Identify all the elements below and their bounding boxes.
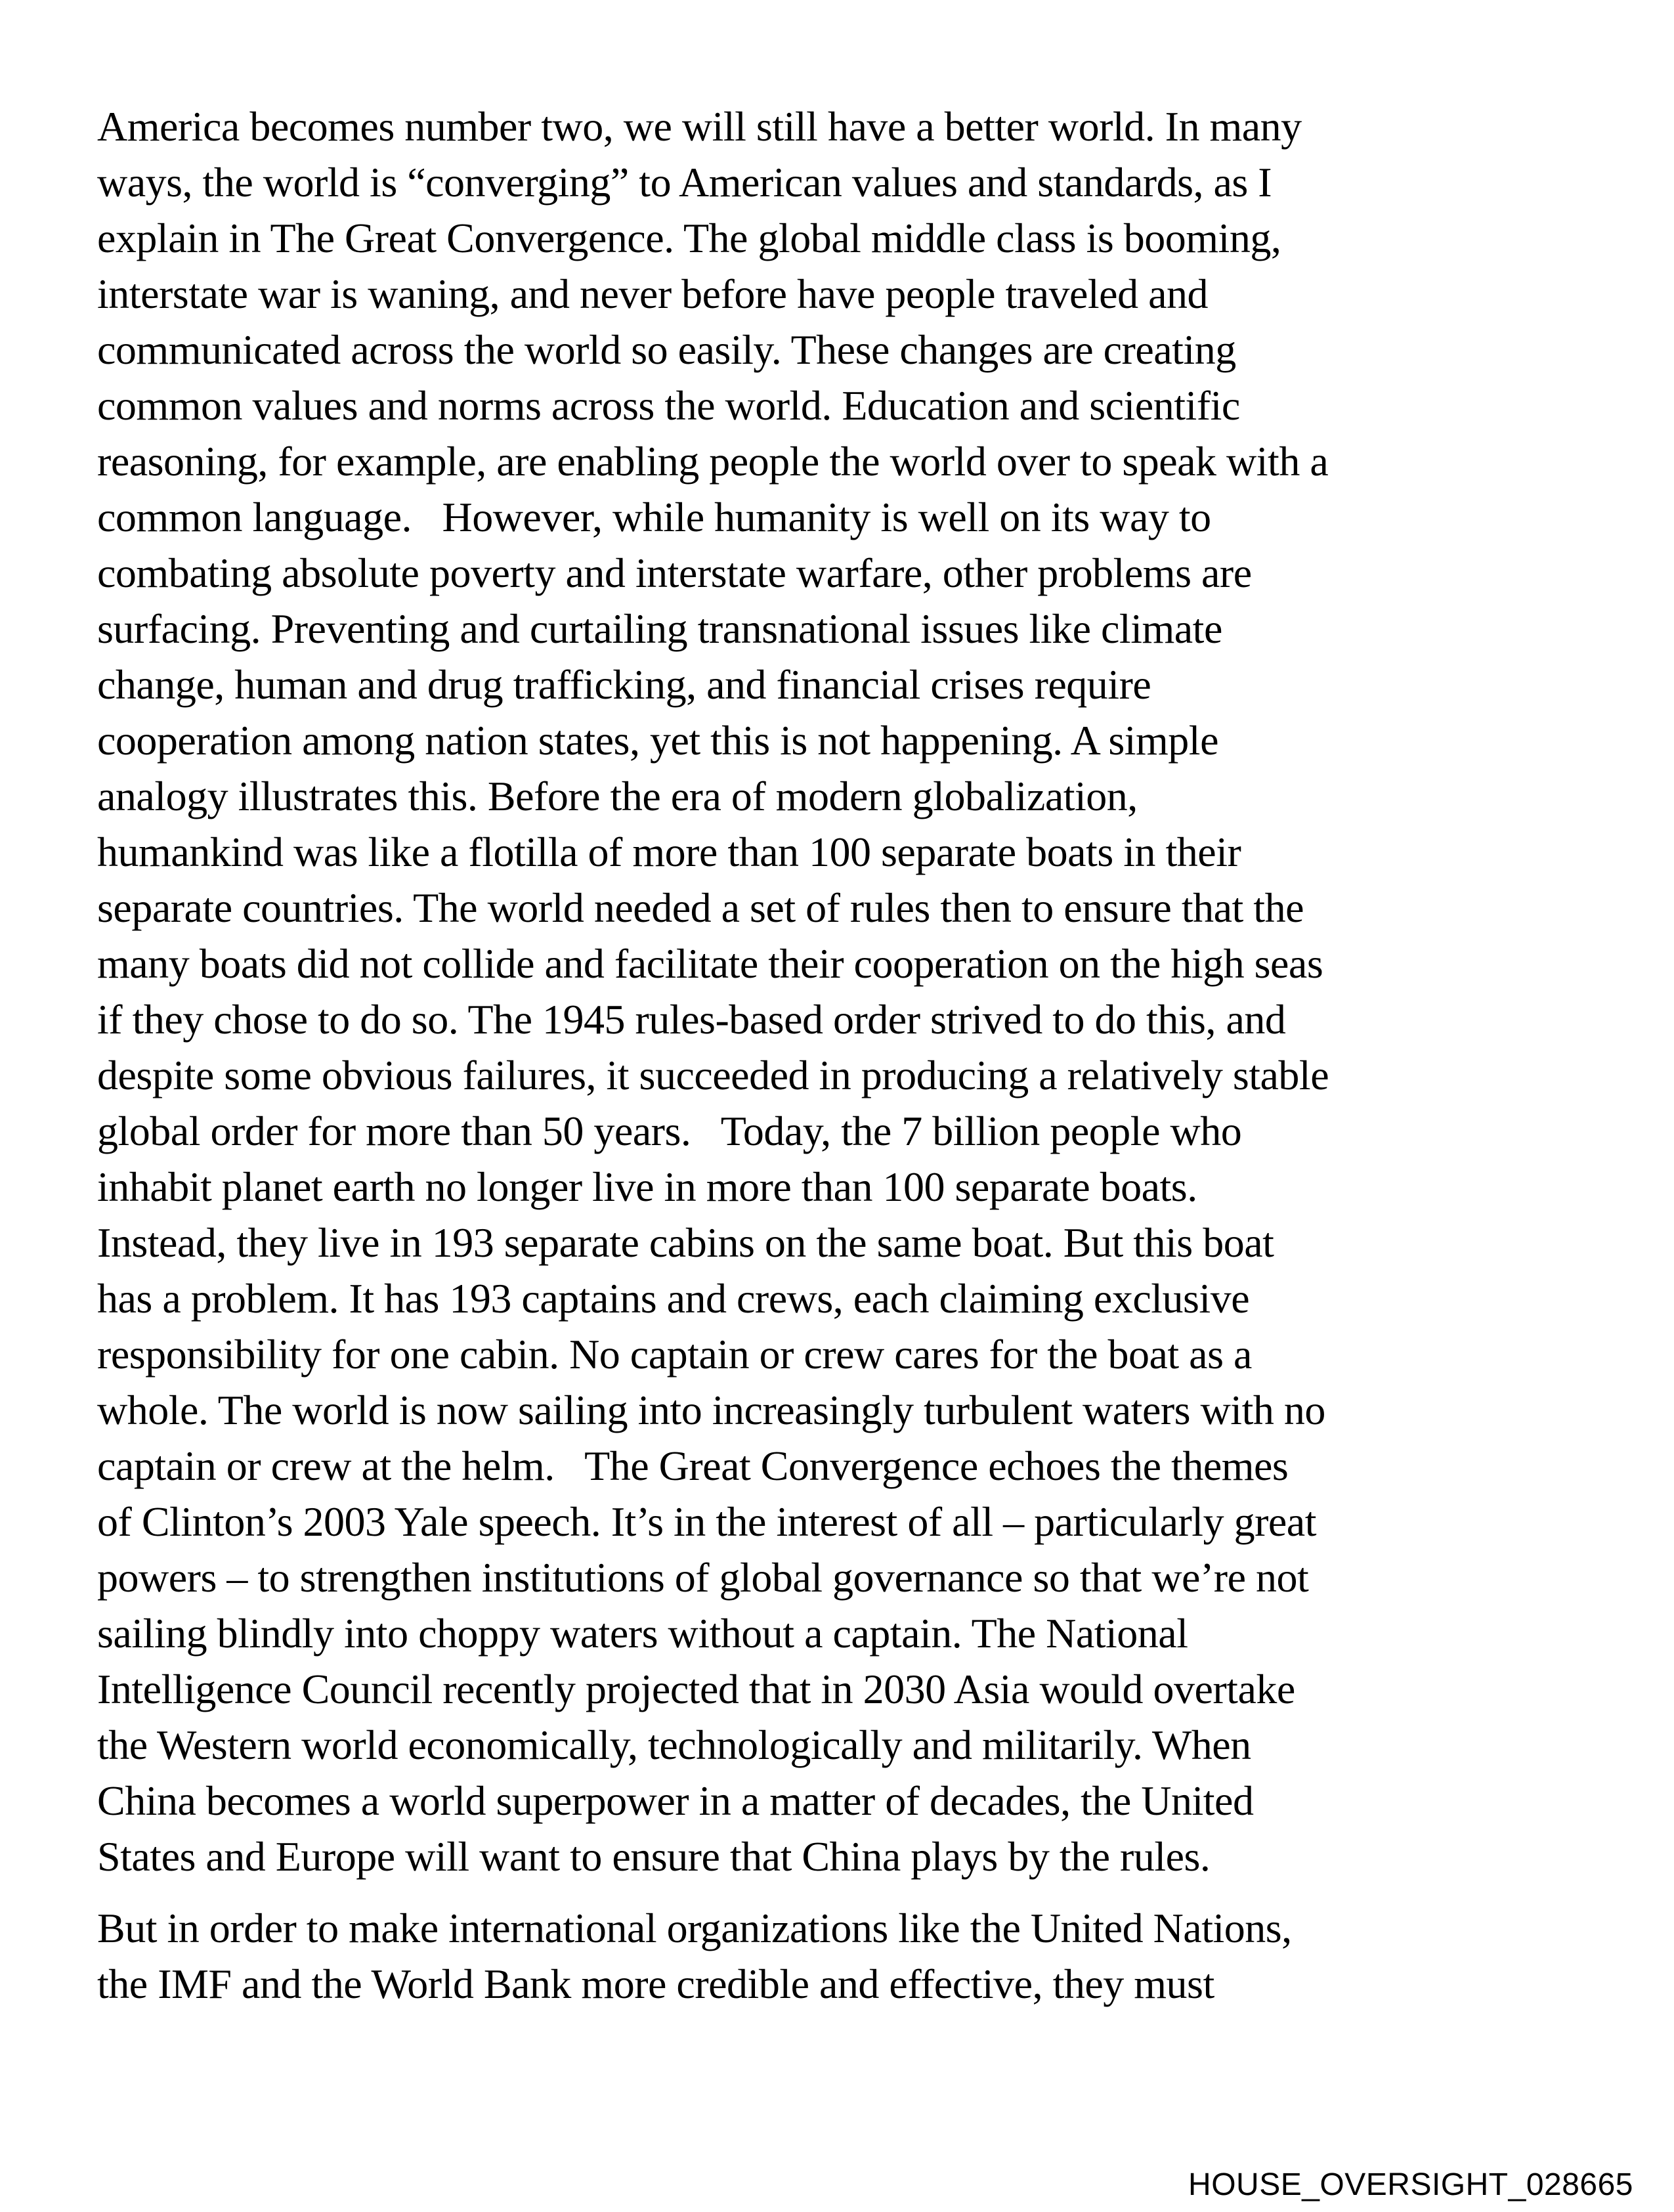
text-line: humankind was like a flotilla of more than 100 separate boats in their (97, 829, 1241, 875)
bates-number: HOUSE_OVERSIGHT_028665 (1188, 2167, 1633, 2202)
text-line: communicated across the world so easily. These changes are creating (97, 326, 1236, 373)
text-line: surfacing. Preventing and curtailing transnational issues like climate (97, 605, 1222, 652)
text-line: whole. The world is now sailing into increasingly turbulent waters with no (97, 1387, 1325, 1433)
text-line: of Clinton’s 2003 Yale speech. It’s in the interest of all – particularly great (97, 1498, 1316, 1545)
text-line: captain or crew at the helm. The Great Convergence echoes the themes (97, 1442, 1289, 1489)
text-line: interstate war is waning, and never before have people traveled and (97, 271, 1208, 317)
text-line: sailing blindly into choppy waters without a captain. The National (97, 1610, 1188, 1657)
body-text (97, 98, 1674, 2012)
text-line: powers – to strengthen institutions of global governance so that we’re not (97, 1554, 1309, 1601)
text-line: the Western world economically, technologically and militarily. When (97, 1722, 1251, 1768)
paragraph-2 (97, 1900, 1674, 2012)
text-line: the IMF and the World Bank more credible and effective, they must (97, 1961, 1214, 2007)
text-line: cooperation among nation states, yet this is not happening. A simple (97, 717, 1218, 764)
text-line: explain in The Great Convergence. The global middle class is booming, (97, 215, 1281, 261)
text-line: despite some obvious failures, it succeeded in producing a relatively stable (97, 1052, 1329, 1098)
text-line: combating absolute poverty and interstate warfare, other problems are (97, 550, 1252, 596)
text-line: China becomes a world superpower in a matter of decades, the United (97, 1777, 1254, 1824)
text-line: if they chose to do so. The 1945 rules-based order strived to do this, and (97, 996, 1286, 1043)
text-line: common language. However, while humanity is well on its way to (97, 494, 1211, 540)
paragraph-1 (97, 98, 1674, 1884)
text-line: reasoning, for example, are enabling people the world over to speak with a (97, 438, 1329, 485)
text-line: Instead, they live in 193 separate cabins on the same boat. But this boat (97, 1219, 1274, 1266)
text-line: analogy illustrates this. Before the era of modern globalization, (97, 773, 1138, 819)
text-line: separate countries. The world needed a set of rules then to ensure that the (97, 884, 1304, 931)
text-line: has a problem. It has 193 captains and crews, each claiming exclusive (97, 1275, 1250, 1322)
text-line: inhabit planet earth no longer live in more than 100 separate boats. (97, 1163, 1197, 1210)
text-line: America becomes number two, we will still have a better world. In many (97, 103, 1302, 150)
text-line: global order for more than 50 years. Today, the 7 billion people who (97, 1108, 1242, 1154)
text-line: common values and norms across the world. Education and scientific (97, 382, 1240, 429)
text-line: many boats did not collide and facilitate their cooperation on the high seas (97, 940, 1323, 987)
text-line: But in order to make international organizations like the United Nations, (97, 1905, 1292, 1951)
text-line: change, human and drug trafficking, and financial crises require (97, 661, 1151, 708)
text-line: Intelligence Council recently projected that in 2030 Asia would overtake (97, 1666, 1295, 1712)
text-line: responsibility for one cabin. No captain or crew cares for the boat as a (97, 1331, 1252, 1377)
text-line: ways, the world is “converging” to American values and standards, as I (97, 159, 1272, 206)
text-line: States and Europe will want to ensure that China plays by the rules. (97, 1833, 1211, 1880)
